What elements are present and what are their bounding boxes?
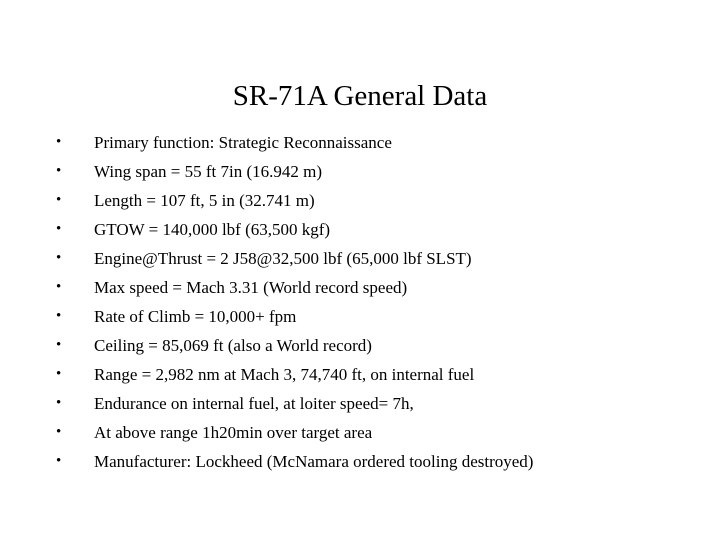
bullet-text: GTOW = 140,000 lbf (63,500 kgf) — [94, 220, 331, 239]
bullet-text: Length = 107 ft, 5 in (32.741 m) — [94, 191, 315, 210]
bullet-icon: • — [56, 221, 62, 237]
bullet-text: Engine@Thrust = 2 J58@32,500 lbf (65,000 lbf SLST) — [94, 249, 472, 268]
bullet-text: Max speed = Mach 3.31 (World record speed) — [94, 278, 408, 297]
bullet-list — [0, 128, 720, 476]
bullet-item — [0, 389, 720, 418]
bullet-item — [0, 215, 720, 244]
bullet-item — [0, 273, 720, 302]
bullet-item — [0, 157, 720, 186]
bullet-text: Rate of Climb = 10,000+ fpm — [94, 307, 297, 326]
bullet-icon: • — [56, 453, 62, 469]
bullet-text: Wing span = 55 ft 7in (16.942 m) — [94, 162, 322, 181]
bullet-text: Primary function: Strategic Reconnaissance — [94, 133, 392, 152]
bullet-icon: • — [56, 337, 62, 353]
bullet-icon: • — [56, 308, 62, 324]
bullet-icon: • — [56, 395, 62, 411]
bullet-text: Endurance on internal fuel, at loiter speed= 7h, — [94, 394, 414, 413]
bullet-item — [0, 331, 720, 360]
bullet-icon: • — [56, 192, 62, 208]
bullet-icon: • — [56, 163, 62, 179]
bullet-item — [0, 244, 720, 273]
bullet-item — [0, 447, 720, 476]
bullet-icon: • — [56, 134, 62, 150]
bullet-text: At above range 1h20min over target area — [94, 423, 373, 442]
bullet-icon: • — [56, 250, 62, 266]
bullet-text: Ceiling = 85,069 ft (also a World record) — [94, 336, 372, 355]
bullet-icon: • — [56, 366, 62, 382]
bullet-item — [0, 418, 720, 447]
bullet-icon: • — [56, 424, 62, 440]
bullet-text: Range = 2,982 nm at Mach 3, 74,740 ft, on internal fuel — [94, 365, 475, 384]
bullet-item — [0, 302, 720, 331]
bullet-item — [0, 360, 720, 389]
bullet-item — [0, 128, 720, 157]
bullet-icon: • — [56, 279, 62, 295]
bullet-text: Manufacturer: Lockheed (McNamara ordered tooling destroyed) — [94, 452, 534, 471]
bullet-item — [0, 186, 720, 215]
slide-title: SR-71A General Data — [232, 80, 488, 112]
